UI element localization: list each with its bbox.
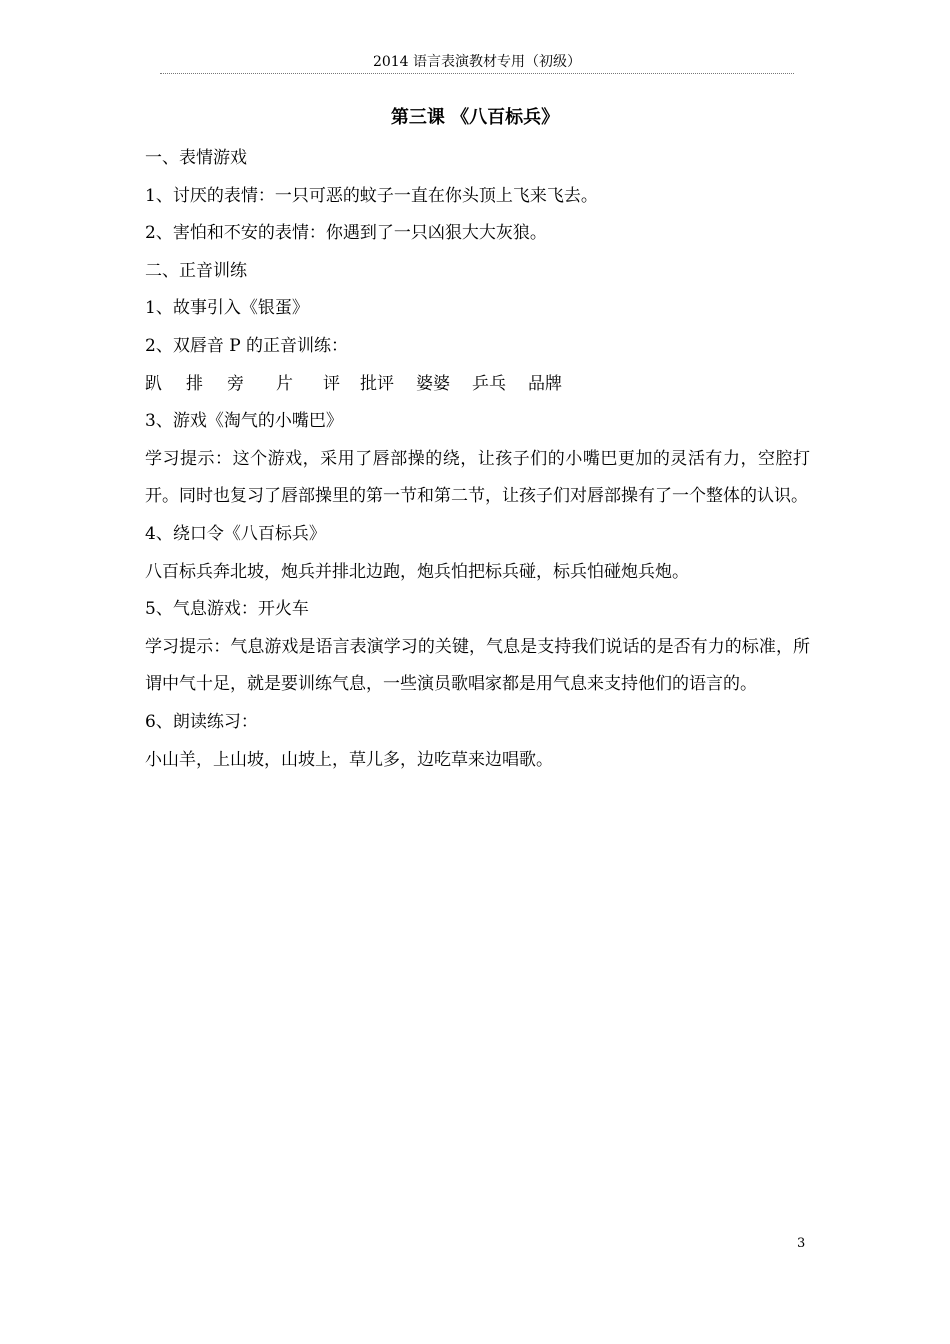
tongue-twister: 八百标兵奔北坡，炮兵并排北边跑，炮兵怕把标兵碰，标兵怕碰炮兵炮。 (145, 561, 689, 582)
list-item: 6、朗读练习： (145, 711, 258, 732)
list-item: 3、游戏《淘气的小嘴巴》 (145, 411, 343, 432)
list-item: 1、故事引入《银蛋》 (145, 298, 309, 319)
lesson-content (145, 140, 810, 779)
section-heading: 一、表情游戏 (145, 148, 247, 168)
p-word-list (145, 366, 810, 404)
study-tip: 学习提示：气息游戏是语言表演学习的关键，气息是支持我们说话的是否有力的标准，所谓中气十足，就是要训练气息，一些演员歌唱家都是用气息来支持他们的语言的。 (145, 636, 810, 695)
study-tip: 学习提示：这个游戏，采用了唇部操的绕，让孩子们的小嘴巴更加的灵活有力，空腔打开。同时也复习了唇部操里的第一节和第二节，让孩子们对唇部操有了一个整体的认识。 (145, 448, 810, 507)
list-item: 1、讨厌的表情：一只可恶的蚊子一直在你头顶上飞来飞去。 (145, 185, 598, 206)
p-word: 品牌 (528, 373, 562, 394)
section-heading: 二、正音训练 (145, 260, 247, 281)
p-word: 乒乓 (472, 373, 506, 394)
p-word: 趴 (145, 373, 162, 394)
reading-text: 小山羊，上山坡，山坡上，草儿多，边吃草来边唱歌。 (145, 749, 553, 770)
p-word: 婆婆 (416, 373, 450, 394)
p-word: 排 (186, 373, 203, 394)
p-word: 片 (276, 373, 293, 394)
p-word: 批评 (360, 373, 394, 394)
header-divider (160, 73, 794, 74)
p-word: 评 (323, 373, 340, 394)
page-number: 3 (797, 1236, 806, 1251)
list-item: 5、气息游戏：开火车 (145, 599, 309, 620)
page-header: 2014 语言表演教材专用（初级） (372, 54, 582, 70)
lesson-title: 第三课 《八百标兵》 (390, 107, 560, 128)
list-item: 2、害怕和不安的表情：你遇到了一只凶狠大大灰狼。 (145, 223, 547, 244)
list-item: 2、双唇音 P 的正音训练： (145, 335, 349, 356)
list-item: 4、绕口令《八百标兵》 (145, 523, 326, 544)
p-word: 旁 (227, 373, 244, 394)
